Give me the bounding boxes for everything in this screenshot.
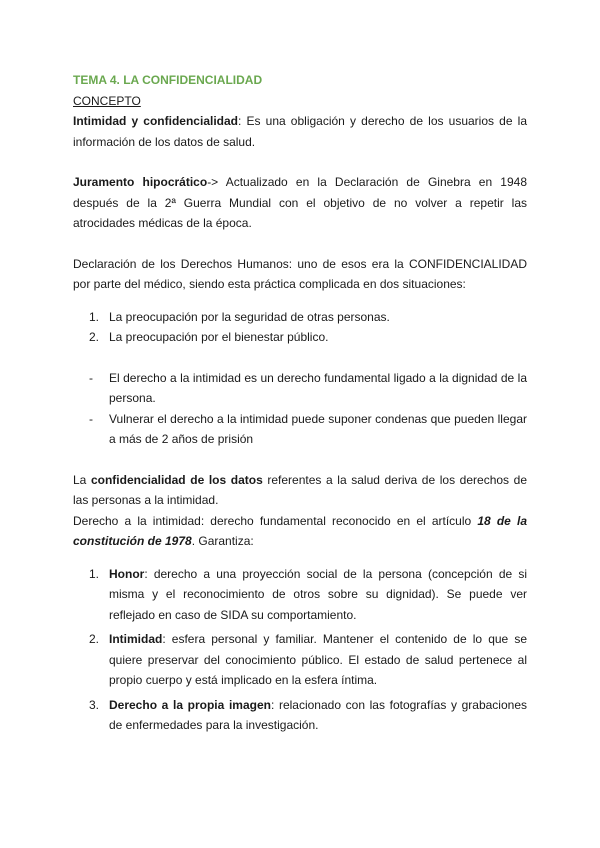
- list-item-text: El derecho a la intimidad es un derecho fundamental ligado a la dignidad de la persona.: [109, 370, 527, 405]
- section-heading: CONCEPTO: [73, 93, 141, 108]
- numbered-list-garantias: [73, 564, 527, 736]
- list-item: [73, 629, 527, 691]
- document-body: [73, 70, 527, 740]
- paragraph-derecho-intimidad: [73, 511, 527, 552]
- list-marker: 2.: [89, 632, 100, 646]
- list-item-text: : derecho a una proyección social de la persona (concepción de si misma y el reconocimiento de otros sobre su dignidad). Se puede ver reflejado en caso de SIDA su comportamiento.: [109, 566, 527, 622]
- paragraph-text: . Garantiza:: [191, 534, 254, 548]
- paragraph-derechos-humanos: Declaración de los Derechos Humanos: uno de esos era la CONFIDENCIALIDAD por parte del médico, siendo esta práctica complicada en dos situaciones:: [73, 256, 527, 291]
- dash-list: [73, 368, 527, 450]
- list-item: [73, 409, 527, 450]
- list-item: [73, 695, 527, 736]
- list-marker: -: [89, 411, 93, 426]
- list-item: [73, 307, 527, 328]
- paragraph-text: referentes a la salud deriva de los derechos de las personas a la intimidad.: [73, 472, 527, 507]
- list-marker: -: [89, 370, 93, 385]
- term-propia-imagen: Derecho a la propia imagen: [109, 697, 271, 712]
- term-juramento: Juramento hipocrático: [73, 175, 208, 189]
- paragraph-text: Derecho a la intimidad: derecho fundamental reconocido en el artículo: [73, 513, 478, 528]
- term-confidencialidad-datos: confidencialidad de los datos: [90, 472, 263, 487]
- list-item: [73, 327, 527, 348]
- term-intimidad: Intimidad: [109, 632, 163, 646]
- term-articulo-18: 18 de la constitución de 1978: [73, 513, 527, 548]
- list-item-text: : esfera personal y familiar. Mantener el contenido de lo que se quiere preservar del conocimiento público. El estado de salud pertenece al propio cuerpo y está implicado en la esfera íntima.: [109, 632, 527, 687]
- paragraph-confidencialidad: [73, 470, 527, 511]
- term-intimidad: Intimidad y confidencialidad: [73, 114, 238, 128]
- paragraph-intimidad: [73, 111, 527, 152]
- list-item-text: Vulnerar el derecho a la intimidad puede suponer condenas que pueden llegar a más de 2 años de prisión: [109, 411, 527, 446]
- list-marker: 1.: [89, 566, 100, 581]
- list-item: [73, 368, 527, 409]
- list-marker: 3.: [89, 697, 100, 712]
- list-item: [73, 564, 527, 626]
- list-item-text: La preocupación por la seguridad de otras personas.: [109, 309, 390, 324]
- paragraph-text: La: [73, 472, 91, 487]
- term-honor: Honor: [109, 566, 145, 581]
- paragraph-text: : Es una obligación y derecho de los usuarios de la información de los datos de salud.: [73, 114, 528, 149]
- numbered-list-situaciones: [73, 307, 527, 348]
- list-item-text: La preocupación por el bienestar público.: [109, 330, 329, 344]
- paragraph-juramento: [73, 172, 527, 234]
- list-marker: 1.: [89, 309, 100, 324]
- list-item-text: : relacionado con las fotografías y grabaciones de enfermedades para la investigación.: [109, 697, 527, 732]
- document-title: TEMA 4. LA CONFIDENCIALIDAD: [73, 73, 263, 87]
- paragraph-text: -> Actualizado en la Declaración de Ginebra en 1948 después de la 2ª Guerra Mundial con el objetivo de no volver a repetir las atrocidades médicas de la época.: [73, 175, 527, 230]
- list-marker: 2.: [89, 330, 100, 344]
